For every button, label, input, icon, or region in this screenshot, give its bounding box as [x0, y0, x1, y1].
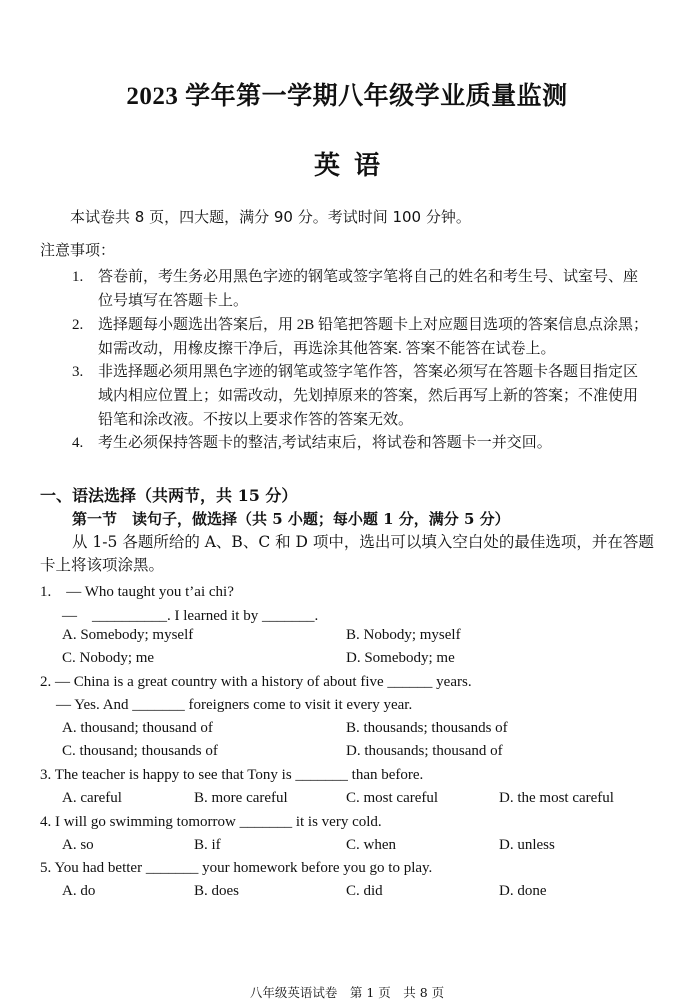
- note-line: 域内相应位置上；如需改动，先划掉原来的答案，然后再写上新的答案；不准使用: [98, 388, 639, 404]
- note-number: 2.: [72, 317, 84, 333]
- question-stem: 2. — China is a great country with a history of about five ______ years.: [40, 674, 472, 690]
- question-stem: — Yes. And _______ foreigners come to visit it every year.: [56, 697, 413, 713]
- answer-option: A. careful: [62, 790, 122, 806]
- note-line: 选择题每小题选出答案后，用 2B 铅笔把答题卡上对应题目选项的答案信息点涂黑；: [98, 317, 649, 333]
- note-line: 位号填写在答题卡上。: [98, 293, 249, 309]
- answer-option: B. does: [194, 883, 239, 899]
- note-line: 铅笔和涂改液。不按以上要求作答的答案无效。: [98, 412, 414, 428]
- answer-option: D. done: [499, 883, 547, 899]
- question-stem: 3. The teacher is happy to see that Tony is _______ than before.: [40, 767, 424, 783]
- answer-option: C. did: [346, 883, 383, 899]
- answer-option: C. thousand; thousands of: [62, 743, 218, 759]
- answer-option: D. the most careful: [499, 790, 614, 806]
- subject-title: 英语: [313, 151, 394, 180]
- answer-option: D. unless: [499, 837, 555, 853]
- note-line: 考生必须保持答题卡的整洁,考试结束后，将试卷和答题卡一并交回。: [98, 435, 552, 451]
- question-stem: 4. I will go swimming tomorrow _______ it is very cold.: [40, 814, 382, 830]
- answer-option: A. so: [62, 837, 94, 853]
- note-number: 4.: [72, 435, 84, 451]
- answer-option: C. most careful: [346, 790, 439, 806]
- note-item: [72, 360, 662, 432]
- exam-info: 本试卷共 8 页，四大题，满分 90 分。考试时间 100 分钟。: [70, 208, 471, 226]
- question-stem: — __________. I learned it by _______.: [62, 608, 319, 624]
- answer-option: C. Nobody; me: [62, 650, 155, 666]
- note-line: 如需改动，用橡皮擦干净后，再选涂其他答案. 答案不能答在试卷上。: [98, 341, 556, 357]
- section-title: 一、语法选择（共两节，共 15 分）: [40, 486, 298, 505]
- page-footer: 八年级英语试卷 第 1 页 共 8 页: [249, 985, 445, 1000]
- notes-title: 注意事项：: [40, 241, 116, 259]
- note-line: 非选择题必须用黑色字迹的钢笔或签字笔作答，答案必须写在答题卡各题目指定区: [98, 364, 639, 380]
- answer-option: A. do: [62, 883, 96, 899]
- question-stem: 1. — Who taught you t’ai chi?: [40, 584, 234, 600]
- note-line: 答卷前，考生务必用黑色字迹的钢笔或签字笔将自己的姓名和考生号、试室号、座: [98, 269, 639, 285]
- answer-option: B. if: [194, 837, 221, 853]
- exam-title: 2023 学年第一学期八年级学业质量监测: [126, 83, 568, 110]
- answer-option: B. thousands; thousands of: [346, 720, 508, 736]
- answer-option: A. Somebody; myself: [62, 627, 194, 643]
- answer-option: B. more careful: [194, 790, 288, 806]
- note-item: [72, 265, 662, 313]
- question-stem: 5. You had better _______ your homework before you go to play.: [40, 860, 433, 876]
- note-item: [72, 431, 662, 455]
- note-number: 3.: [72, 364, 84, 380]
- part-title: 第一节 读句子，做选择（共 5 小题；每小题 1 分，满分 5 分）: [72, 510, 510, 528]
- note-item: [72, 313, 662, 361]
- answer-option: B. Nobody; myself: [346, 627, 461, 643]
- section-instructions: 从 1-5 各题所给的 A、B、C 和 D 项中，选出可以填入空白处的最佳选项，并在答题卡上将该项涂黑。: [40, 533, 654, 574]
- answer-option: A. thousand; thousand of: [62, 720, 213, 736]
- answer-option: D. Somebody; me: [346, 650, 455, 666]
- answer-option: D. thousands; thousand of: [346, 743, 503, 759]
- note-number: 1.: [72, 269, 84, 285]
- answer-option: C. when: [346, 837, 396, 853]
